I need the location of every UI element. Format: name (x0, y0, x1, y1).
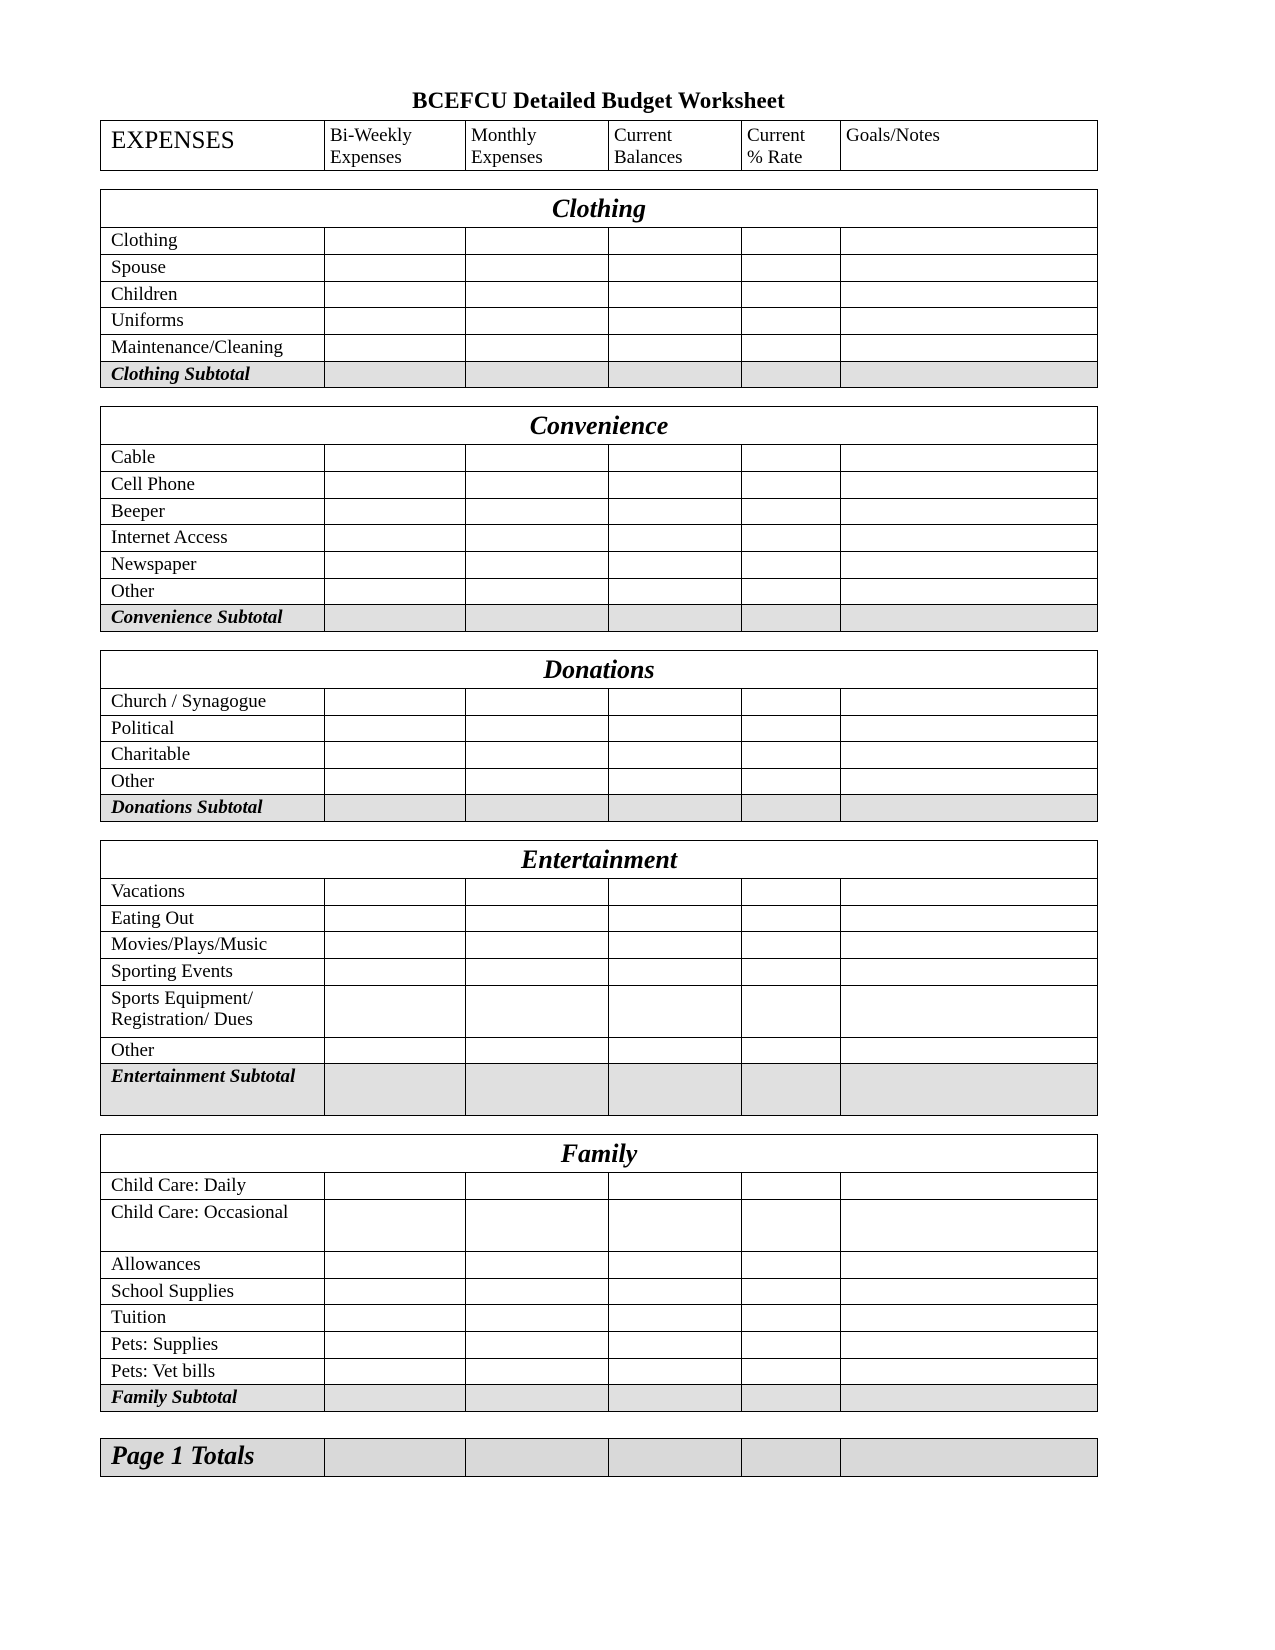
header-col-rate-line1: Current (747, 125, 806, 146)
cell-monthly[interactable] (466, 308, 609, 335)
cell-rate[interactable] (742, 1200, 841, 1252)
cell-notes[interactable] (841, 879, 1098, 906)
cell-balances[interactable] (609, 1037, 742, 1064)
cell-biweekly[interactable] (325, 985, 466, 1037)
cell-balances[interactable] (609, 605, 742, 632)
cell-rate[interactable] (742, 1252, 841, 1279)
row-label: Internet Access (101, 525, 325, 552)
cell-notes[interactable] (841, 605, 1098, 632)
header-col-notes (841, 121, 1098, 171)
cell-biweekly[interactable] (325, 498, 466, 525)
section-title-row (101, 190, 1098, 228)
cell-monthly[interactable] (466, 605, 609, 632)
cell-monthly[interactable] (466, 768, 609, 795)
table-row (101, 1278, 1098, 1305)
cell-rate[interactable] (742, 445, 841, 472)
cell-monthly[interactable] (466, 688, 609, 715)
cell-notes[interactable] (841, 471, 1098, 498)
cell-biweekly[interactable] (325, 1278, 466, 1305)
cell-balances[interactable] (609, 1064, 742, 1116)
table-row (101, 254, 1098, 281)
cell-notes[interactable] (841, 932, 1098, 959)
cell-rate[interactable] (742, 742, 841, 769)
table-row (101, 742, 1098, 769)
cell-rate[interactable] (742, 768, 841, 795)
cell-balances[interactable] (609, 985, 742, 1037)
table-row (101, 308, 1098, 335)
cell-balances[interactable] (609, 795, 742, 822)
table-row (101, 578, 1098, 605)
cell-balances[interactable] (609, 361, 742, 388)
row-label: Child Care: Occasional (101, 1200, 325, 1252)
row-label: Pets: Vet bills (101, 1358, 325, 1385)
cell-monthly[interactable] (466, 281, 609, 308)
row-label: Cell Phone (101, 471, 325, 498)
header-col-rate (742, 121, 841, 171)
cell-notes[interactable] (841, 742, 1098, 769)
page-title: BCEFCU Detailed Budget Worksheet (412, 88, 785, 113)
cell-monthly[interactable] (466, 985, 609, 1037)
page-totals-row (101, 1439, 1098, 1477)
cell-biweekly[interactable] (325, 1252, 466, 1279)
cell-notes[interactable] (841, 228, 1098, 255)
page-totals-label: Page 1 Totals (101, 1439, 325, 1477)
subtotal-label: Clothing Subtotal (101, 361, 325, 388)
table-row (101, 445, 1098, 472)
cell-rate[interactable] (742, 308, 841, 335)
cell-balances[interactable] (609, 254, 742, 281)
header-table (100, 120, 1098, 171)
cell-balances[interactable] (609, 1173, 742, 1200)
cell-rate[interactable] (742, 1385, 841, 1412)
cell-balances[interactable] (609, 471, 742, 498)
subtotal-row (101, 1064, 1098, 1116)
subtotal-label: Family Subtotal (101, 1385, 325, 1412)
cell-notes[interactable] (841, 1064, 1098, 1116)
cell-rate[interactable] (742, 471, 841, 498)
table-row (101, 1358, 1098, 1385)
cell-notes[interactable] (841, 1200, 1098, 1252)
header-col-biweekly (325, 121, 466, 171)
cell-biweekly[interactable] (325, 228, 466, 255)
cell-monthly[interactable] (466, 1358, 609, 1385)
row-label: Maintenance/Cleaning (101, 334, 325, 361)
cell-monthly[interactable] (466, 715, 609, 742)
cell-rate[interactable] (742, 361, 841, 388)
cell-balances[interactable] (609, 551, 742, 578)
cell-biweekly[interactable] (325, 742, 466, 769)
cell-notes[interactable] (841, 578, 1098, 605)
cell-balances[interactable] (609, 1439, 742, 1477)
cell-monthly[interactable] (466, 1439, 609, 1477)
section-clothing (100, 189, 1098, 388)
cell-notes[interactable] (841, 281, 1098, 308)
table-row (101, 1200, 1098, 1252)
section-title-row (101, 841, 1098, 879)
cell-biweekly[interactable] (325, 905, 466, 932)
cell-balances[interactable] (609, 308, 742, 335)
subtotal-row (101, 605, 1098, 632)
cell-rate[interactable] (742, 795, 841, 822)
table-row (101, 768, 1098, 795)
cell-notes[interactable] (841, 1358, 1098, 1385)
table-row (101, 1305, 1098, 1332)
cell-rate[interactable] (742, 551, 841, 578)
cell-biweekly[interactable] (325, 578, 466, 605)
cell-rate[interactable] (742, 1278, 841, 1305)
header-col-rate-line2: % Rate (747, 146, 803, 168)
row-label: Pets: Supplies (101, 1332, 325, 1359)
cell-rate[interactable] (742, 578, 841, 605)
header-col-biweekly-line1: Bi-Weekly (330, 125, 412, 146)
cell-notes[interactable] (841, 498, 1098, 525)
subtotal-label: Convenience Subtotal (101, 605, 325, 632)
cell-biweekly[interactable] (325, 688, 466, 715)
cell-balances[interactable] (609, 1252, 742, 1279)
cell-rate[interactable] (742, 1439, 841, 1477)
cell-balances[interactable] (609, 905, 742, 932)
cell-balances[interactable] (609, 1278, 742, 1305)
section-family (100, 1134, 1098, 1412)
cell-balances[interactable] (609, 959, 742, 986)
cell-balances[interactable] (609, 525, 742, 552)
header-col-balances (609, 121, 742, 171)
table-row (101, 715, 1098, 742)
row-label: School Supplies (101, 1278, 325, 1305)
cell-notes[interactable] (841, 1332, 1098, 1359)
cell-notes[interactable] (841, 254, 1098, 281)
table-row (101, 1037, 1098, 1064)
row-label: Clothing (101, 228, 325, 255)
cell-monthly[interactable] (466, 1173, 609, 1200)
table-row (101, 551, 1098, 578)
cell-biweekly[interactable] (325, 334, 466, 361)
section-convenience (100, 406, 1098, 632)
cell-rate[interactable] (742, 1173, 841, 1200)
cell-rate[interactable] (742, 879, 841, 906)
table-row (101, 985, 1098, 1037)
table-row (101, 1332, 1098, 1359)
table-row (101, 334, 1098, 361)
cell-notes[interactable] (841, 1278, 1098, 1305)
cell-monthly[interactable] (466, 445, 609, 472)
cell-biweekly[interactable] (325, 715, 466, 742)
table-row (101, 471, 1098, 498)
cell-balances[interactable] (609, 281, 742, 308)
cell-monthly[interactable] (466, 795, 609, 822)
cell-rate[interactable] (742, 959, 841, 986)
table-row (101, 1252, 1098, 1279)
header-col-monthly (466, 121, 609, 171)
cell-monthly[interactable] (466, 1200, 609, 1252)
cell-balances[interactable] (609, 1358, 742, 1385)
cell-monthly[interactable] (466, 254, 609, 281)
cell-biweekly[interactable] (325, 1173, 466, 1200)
cell-biweekly[interactable] (325, 308, 466, 335)
subtotal-row (101, 361, 1098, 388)
cell-biweekly[interactable] (325, 361, 466, 388)
cell-rate[interactable] (742, 605, 841, 632)
cell-notes[interactable] (841, 1173, 1098, 1200)
row-label: Eating Out (101, 905, 325, 932)
header-col-balances-line2: Balances (614, 146, 683, 168)
row-label: Sporting Events (101, 959, 325, 986)
cell-monthly[interactable] (466, 228, 609, 255)
row-label: Spouse (101, 254, 325, 281)
cell-notes[interactable] (841, 768, 1098, 795)
row-label: Sports Equipment/ Registration/ Dues (101, 985, 325, 1037)
cell-monthly[interactable] (466, 1305, 609, 1332)
cell-biweekly[interactable] (325, 281, 466, 308)
row-label: Cable (101, 445, 325, 472)
page-totals-table (100, 1438, 1098, 1477)
cell-balances[interactable] (609, 715, 742, 742)
cell-monthly[interactable] (466, 471, 609, 498)
row-label: Charitable (101, 742, 325, 769)
cell-biweekly[interactable] (325, 1385, 466, 1412)
cell-notes[interactable] (841, 715, 1098, 742)
cell-monthly[interactable] (466, 1037, 609, 1064)
cell-monthly[interactable] (466, 1385, 609, 1412)
cell-biweekly[interactable] (325, 1200, 466, 1252)
cell-biweekly[interactable] (325, 1332, 466, 1359)
cell-monthly[interactable] (466, 1064, 609, 1116)
cell-balances[interactable] (609, 578, 742, 605)
subtotal-label: Entertainment Subtotal (101, 1064, 325, 1116)
section-title-row (101, 407, 1098, 445)
row-label: Political (101, 715, 325, 742)
header-col-balances-line1: Current (614, 125, 673, 146)
cell-biweekly[interactable] (325, 605, 466, 632)
cell-biweekly[interactable] (325, 1064, 466, 1116)
cell-monthly[interactable] (466, 1252, 609, 1279)
subtotal-row (101, 1385, 1098, 1412)
cell-monthly[interactable] (466, 334, 609, 361)
cell-rate[interactable] (742, 498, 841, 525)
section-title-convenience: Convenience (101, 407, 1098, 445)
table-row (101, 688, 1098, 715)
cell-rate[interactable] (742, 1332, 841, 1359)
cell-notes[interactable] (841, 445, 1098, 472)
cell-monthly[interactable] (466, 932, 609, 959)
cell-notes[interactable] (841, 688, 1098, 715)
cell-notes[interactable] (841, 959, 1098, 986)
row-label: Newspaper (101, 551, 325, 578)
cell-balances[interactable] (609, 228, 742, 255)
header-col-notes-line1: Goals/Notes (846, 125, 940, 146)
section-title-entertainment: Entertainment (101, 841, 1098, 879)
cell-balances[interactable] (609, 688, 742, 715)
header-col-monthly-line2: Expenses (471, 146, 543, 168)
cell-rate[interactable] (742, 254, 841, 281)
cell-notes[interactable] (841, 551, 1098, 578)
cell-rate[interactable] (742, 228, 841, 255)
cell-rate[interactable] (742, 1358, 841, 1385)
cell-notes[interactable] (841, 308, 1098, 335)
cell-monthly[interactable] (466, 1332, 609, 1359)
cell-notes[interactable] (841, 1037, 1098, 1064)
cell-notes[interactable] (841, 1439, 1098, 1477)
cell-biweekly[interactable] (325, 525, 466, 552)
cell-notes[interactable] (841, 795, 1098, 822)
table-row (101, 525, 1098, 552)
cell-notes[interactable] (841, 525, 1098, 552)
row-label: Children (101, 281, 325, 308)
cell-biweekly[interactable] (325, 768, 466, 795)
header-col-monthly-line1: Monthly (471, 125, 537, 146)
cell-monthly[interactable] (466, 742, 609, 769)
cell-monthly[interactable] (466, 525, 609, 552)
cell-biweekly[interactable] (325, 471, 466, 498)
cell-balances[interactable] (609, 1200, 742, 1252)
cell-rate[interactable] (742, 334, 841, 361)
cell-monthly[interactable] (466, 905, 609, 932)
cell-rate[interactable] (742, 1305, 841, 1332)
cell-rate[interactable] (742, 905, 841, 932)
section-donations (100, 650, 1098, 822)
cell-monthly[interactable] (466, 498, 609, 525)
cell-balances[interactable] (609, 932, 742, 959)
cell-notes[interactable] (841, 1385, 1098, 1412)
row-label: Beeper (101, 498, 325, 525)
cell-rate[interactable] (742, 688, 841, 715)
cell-biweekly[interactable] (325, 1358, 466, 1385)
cell-notes[interactable] (841, 361, 1098, 388)
cell-balances[interactable] (609, 334, 742, 361)
cell-rate[interactable] (742, 985, 841, 1037)
cell-monthly[interactable] (466, 361, 609, 388)
table-row (101, 228, 1098, 255)
table-row (101, 1173, 1098, 1200)
cell-biweekly[interactable] (325, 795, 466, 822)
table-row (101, 959, 1098, 986)
cell-biweekly[interactable] (325, 445, 466, 472)
cell-balances[interactable] (609, 1385, 742, 1412)
cell-biweekly[interactable] (325, 932, 466, 959)
cell-balances[interactable] (609, 742, 742, 769)
table-row (101, 932, 1098, 959)
cell-rate[interactable] (742, 1064, 841, 1116)
cell-monthly[interactable] (466, 959, 609, 986)
cell-rate[interactable] (742, 281, 841, 308)
cell-balances[interactable] (609, 498, 742, 525)
cell-monthly[interactable] (466, 578, 609, 605)
section-title-family: Family (101, 1135, 1098, 1173)
cell-notes[interactable] (841, 985, 1098, 1037)
row-label: Church / Synagogue (101, 688, 325, 715)
cell-monthly[interactable] (466, 879, 609, 906)
subtotal-row (101, 795, 1098, 822)
cell-biweekly[interactable] (325, 551, 466, 578)
row-label: Vacations (101, 879, 325, 906)
section-entertainment (100, 840, 1098, 1116)
cell-balances[interactable] (609, 879, 742, 906)
row-label: Movies/Plays/Music (101, 932, 325, 959)
section-title-row (101, 1135, 1098, 1173)
row-label: Uniforms (101, 308, 325, 335)
table-row (101, 879, 1098, 906)
cell-balances[interactable] (609, 445, 742, 472)
section-title-clothing: Clothing (101, 190, 1098, 228)
cell-notes[interactable] (841, 1252, 1098, 1279)
cell-rate[interactable] (742, 525, 841, 552)
cell-balances[interactable] (609, 1332, 742, 1359)
row-label: Child Care: Daily (101, 1173, 325, 1200)
row-label: Other (101, 1037, 325, 1064)
cell-rate[interactable] (742, 1037, 841, 1064)
cell-balances[interactable] (609, 1305, 742, 1332)
section-title-row (101, 650, 1098, 688)
cell-biweekly[interactable] (325, 1037, 466, 1064)
cell-notes[interactable] (841, 334, 1098, 361)
table-row (101, 281, 1098, 308)
table-row (101, 905, 1098, 932)
section-title-donations: Donations (101, 650, 1098, 688)
cell-biweekly[interactable] (325, 254, 466, 281)
cell-biweekly[interactable] (325, 959, 466, 986)
cell-biweekly[interactable] (325, 1305, 466, 1332)
cell-biweekly[interactable] (325, 1439, 466, 1477)
header-row (101, 121, 1098, 171)
cell-biweekly[interactable] (325, 879, 466, 906)
cell-monthly[interactable] (466, 551, 609, 578)
cell-balances[interactable] (609, 768, 742, 795)
row-label: Allowances (101, 1252, 325, 1279)
row-label: Tuition (101, 1305, 325, 1332)
cell-notes[interactable] (841, 1305, 1098, 1332)
cell-notes[interactable] (841, 905, 1098, 932)
header-col-biweekly-line2: Expenses (330, 146, 402, 168)
cell-rate[interactable] (742, 932, 841, 959)
subtotal-label: Donations Subtotal (101, 795, 325, 822)
row-label: Other (101, 768, 325, 795)
row-label: Other (101, 578, 325, 605)
cell-monthly[interactable] (466, 1278, 609, 1305)
header-expenses: EXPENSES (101, 121, 325, 171)
cell-rate[interactable] (742, 715, 841, 742)
table-row (101, 498, 1098, 525)
